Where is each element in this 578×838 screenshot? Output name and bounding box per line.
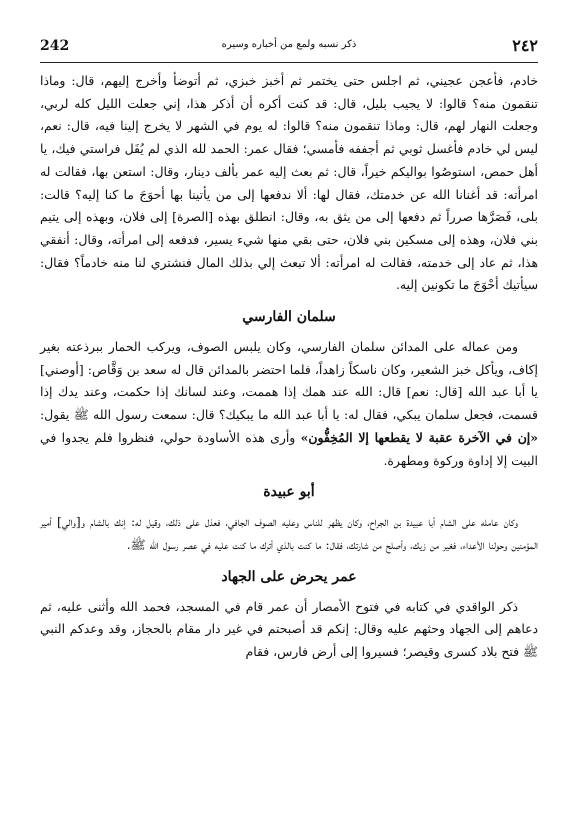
hadith-quote: «إن في الآخرة عقبة لا يقطعها إلا المُخِفُّون» [300,429,538,445]
page-body [40,70,538,664]
paragraph: ذكر الواقدي في كتابه في فتوح الأمصار أن عمر قام في المسجد، فحمد الله وأثنى عليه، ثم دعاهم إلى الجهاد وحثهم عليه وقال: إنكم قد أصبحتم في غير دار مقام بالحجاز، وقد وعدكم النبي ﷺ فتح بلاد كسرى وقيصر؛ فسيروا إلى أرض فارس، فقام [40,598,538,660]
paragraph: وكان عامله على الشام أبا عبيدة بن الجراح، وكان يظهر للناس وعليه الصوف الجافي، فعذل على ذلك، وقيل له: إنك بالشام و[والي] أمير المؤمنين وحولنا الأعداء، فغير من زيك، وأصلح من شارتك، فقال: ما كنت بالذي أترك ما كنت عليه في عصر رسول الله ﷺ. [40,514,538,552]
paragraph-text: ومن عماله على المدائن سلمان الفارسي، وكان يلبس الصوف، ويركب الحمار ببرذعته بغير إكاف، ويأكل خبز الشعير، وكان ناسكاً زاهداً، فلما احتضر بالمدائن قال له سعد بن وَقَّاص: [أوصني] يا أبا عبد الله [قال: نعم] قال: الله عند همك إذا هممت، وعند لسانك إذا حكمت، وعند يدك إذا قسمت، فجعل سلمان يبكي، فقال له: يا أبا عبد الله ما يبكيك؟ قال: سمعت رسول الله ﷺ يقول: [40,339,538,423]
page-header [40,36,538,63]
paragraph: خادم، فأعجن عجيني، ثم اجلس حتى يختمر ثم أخبز خبزي، ثم أتوضأ وأخرج إليهم، قال: وماذا تنقمون منه؟ قالوا: لا يجيب بليل، قال: قد كنت أكره أن أذكر هذا، إني جعلت الليل كله لربي، وجعلت النهار لهم، قال: وماذا تنقمون منه؟ قالوا: له يوم في الشهر لا يخرج إلينا فيه، قال: نعم، ليس لي خادم فأغسل ثوبي ثم أجففه فأمسي؛ فقال عمر: الحمد لله الذي لم يُفَل فراستي فيك، يا أهل حمص، استوصُوا بواليكم خيراً، قال: ثم بعث إليه عمر بألف دينار، وقال: استعن بها، فقالت له امرأته: قد أغنانا الله عن خدمتك، فقال لها: ألا ندفعها إلى من يأتينا بها أحوَجَ ما كنا إليه؟ قالت: بلى، فَصَرَّها صرراً ثم دفعها إلى من يثق به، وقال: انطلق بهذه [الصرة] إلى فلان، وبهذه إلى يتيم بني فلان، وهذه إلى مسكين بني فلان، حتى بقي منها شيء يسير، فدفعه إلى امرأته، وقال: أنفقي هذا، ثم عاد إلى خدمته، فقالت له امرأته: ألا تبعث إلي بذلك المال فنشتري لنا منه خادماً؟ فقال: سيأتيك أحْوَجَ ما تكونين إليه. [40,73,538,293]
section-heading-jihad: عمر يحرض على الجهاد [221,568,357,585]
page-number-latin: 242 [40,38,70,54]
paragraph-text: وأرى هذه الأساودة حولي، فنظروا فلم يجدوا في البيت إلا إداوة وركوة ومطهرة. [40,429,538,468]
section-heading-abu-ubaida: أبو عبيدة [263,484,315,501]
page-number-arabic: ٢٤٢ [512,36,538,55]
paragraph [40,336,538,472]
running-title: ذكر نسبه ولمع من أخباره وسيره [221,39,357,50]
section-heading-salman: سلمان الفارسي [242,309,336,326]
